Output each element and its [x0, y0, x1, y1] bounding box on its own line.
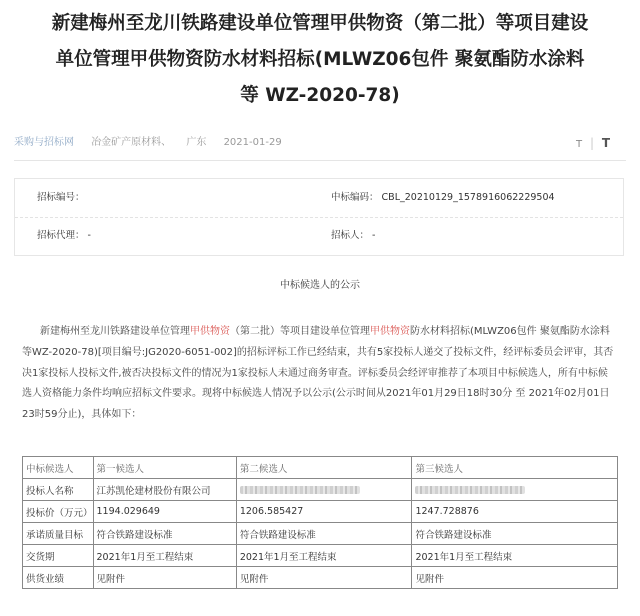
font-size-switcher	[576, 134, 610, 154]
row-label: 交货期	[23, 545, 94, 567]
winning-code-label: 中标编码：	[331, 192, 379, 203]
tenderer-field	[331, 217, 375, 255]
table-cell: 符合铁路建设标准	[236, 523, 412, 545]
table-cell: 1247.728876	[412, 501, 618, 523]
redacted-text	[415, 486, 525, 494]
candidates-table	[22, 456, 618, 589]
tenderer-value: -	[372, 230, 376, 241]
section-title: 中标候选人的公示	[280, 280, 360, 291]
row-label: 承诺质量目标	[23, 523, 94, 545]
title-line: 等 WZ-2020-78)	[240, 85, 400, 106]
font-small-button[interactable]: T	[576, 139, 583, 150]
info-row	[15, 217, 623, 255]
tenderer-label: 招标人：	[331, 230, 370, 241]
redacted-cell	[412, 479, 618, 501]
category-text: 冶金矿产原材料、	[91, 137, 172, 148]
table-header-cell: 第二候选人	[236, 457, 412, 479]
row-label: 投标价（万元）	[23, 501, 94, 523]
table-cell: 见附件	[93, 567, 236, 589]
agent-label: 招标代理：	[37, 230, 85, 241]
title-line: 单位管理甲供物资防水材料招标(MLWZ06包件 聚氨酯防水涂料	[55, 49, 585, 70]
table-cell: 1194.029649	[93, 501, 236, 523]
font-large-button[interactable]: T	[601, 136, 610, 150]
bid-info-box	[14, 178, 624, 256]
winning-code-value: CBL_20210129_1578916062229504	[381, 192, 555, 203]
table-cell: 符合铁路建设标准	[93, 523, 236, 545]
table-header-cell: 中标候选人	[23, 457, 94, 479]
paragraph-text: 新建梅州至龙川铁路建设单位管理	[40, 326, 190, 337]
table-header-row	[23, 457, 618, 479]
info-row	[15, 179, 623, 218]
table-header-cell: 第三候选人	[412, 457, 618, 479]
article-meta	[14, 134, 610, 152]
region-text: 广东	[186, 137, 207, 148]
table-cell: 2021年1月至工程结束	[236, 545, 412, 567]
table-header-cell: 第一候选人	[93, 457, 236, 479]
table-cell: 见附件	[236, 567, 412, 589]
agent-field	[37, 217, 91, 255]
paragraph-text: （第二批）等项目建设单位管理	[230, 326, 370, 337]
row-label: 供货业绩	[23, 567, 94, 589]
table-row	[23, 567, 618, 589]
title-line: 新建梅州至龙川铁路建设单位管理甲供物资（第二批）等项目建设	[51, 13, 589, 34]
highlight-keyword: 甲供物资	[190, 326, 230, 337]
paragraph-text: 防水材料招标(MLWZ06包件 聚氨酯防水涂料等WZ-2020-78)[项目编号:JG2020-6051-002]的招标评标工作已经结束，共有5家投标人递交了投标文件，经评标委员会评审，其否决1家投标人投标文件,被否决投标文件的情况为1家投标人未通过商务审查。评标委员会经评审推荐了本项目中标候选人，所有中标候选人资格能力条件均响应招标文件要求。现将中标候选人情况予以公示(公示时间从2021年01月29日18时30分 至 2021年02月01日23时59分止)，具体如下：	[22, 326, 614, 421]
agent-value: -	[87, 230, 91, 241]
highlight-keyword: 甲供物资	[370, 326, 410, 337]
divider	[14, 160, 626, 161]
row-label: 投标人名称	[23, 479, 94, 501]
font-separator: |	[589, 136, 594, 150]
article-title	[14, 6, 626, 114]
table-row	[23, 501, 618, 523]
announcement-paragraph	[22, 322, 616, 426]
table-cell: 1206.585427	[236, 501, 412, 523]
redacted-cell	[236, 479, 412, 501]
table-cell: 2021年1月至工程结束	[412, 545, 618, 567]
redacted-text	[240, 486, 360, 494]
source-link[interactable]: 采购与招标网	[14, 137, 74, 148]
bid-number-label: 招标编号：	[37, 192, 85, 203]
table-cell: 2021年1月至工程结束	[93, 545, 236, 567]
table-cell: 见附件	[412, 567, 618, 589]
table-row	[23, 545, 618, 567]
table-row	[23, 479, 618, 501]
table-row	[23, 523, 618, 545]
winning-code-field	[331, 179, 555, 217]
table-cell: 符合铁路建设标准	[412, 523, 618, 545]
table-cell: 江苏凯伦建材股份有限公司	[93, 479, 236, 501]
publish-date: 2021-01-29	[223, 137, 282, 148]
